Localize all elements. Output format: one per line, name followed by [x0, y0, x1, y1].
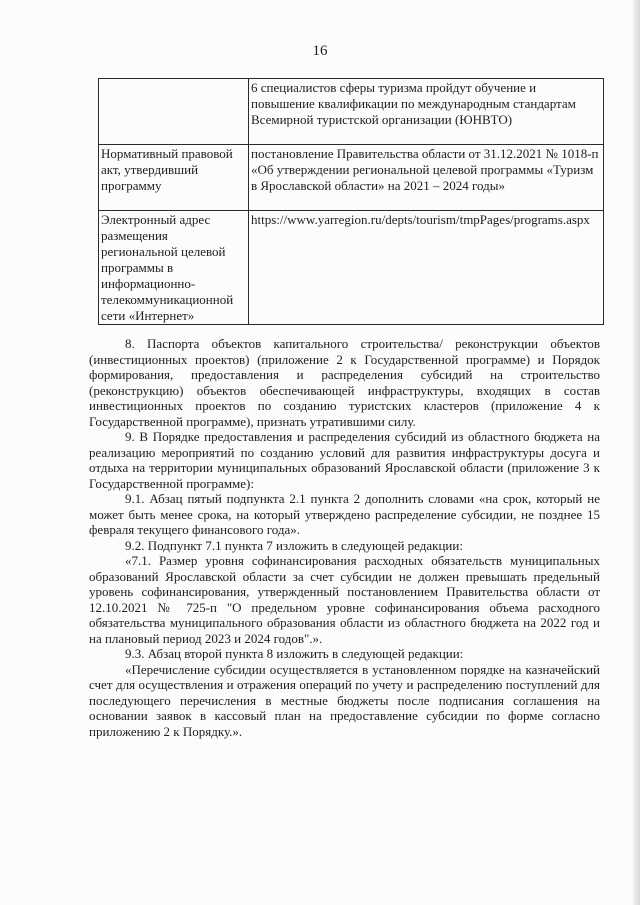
scan-edge-shadow [633, 0, 640, 905]
paragraph: 9.2. Подпункт 7.1 пункта 7 изложить в следующей редакции: [125, 537, 463, 553]
paragraph: 9.1. Абзац пятый подпункта 2.1 пункта 2 дополнить словами «на срок, который не может быть менее срока, на который утверждено распределение субсидии, не позднее 15 февраля текущего финансового года». [89, 491, 600, 537]
table-cell-value: https://www.yarregion.ru/depts/tourism/tmpPages/programs.aspx [249, 211, 604, 325]
paragraph: «7.1. Размер уровня софинансирования расходных обязательств муниципальных образований Ярославской области за счет субсидии не должен превышать предельный уровень софинансирования, утвержденный постановлением Правительства области от 12.10.2021 № 725-п "О предельном уровне софинансирования объема расходного обязательства муниципального образования области из областного бюджета на 2022 год и на плановый период 2023 и 2024 годов".». [89, 553, 600, 646]
table-row [99, 145, 604, 211]
paragraph: 9. В Порядке предоставления и распределения субсидий из областного бюджета на реализацию мероприятий по созданию условий для развития инфраструктуры досуга и отдыха на территории муниципальных образований Ярославской области (приложение 3 к Государственной программе): [89, 429, 600, 491]
page-number: 16 [312, 43, 328, 59]
table-cell-label: Нормативный правовой акт, утвердивший программу [99, 145, 249, 211]
paragraph: 8. Паспорта объектов капитального строительства/ реконструкции объектов (инвестиционных проектов) (приложение 2 к Государственной программе) и Порядок формирования, предоставления и распределения субсидий на строительство (реконструкцию) объектов обеспечивающей инфраструктуры, входящих в состав инвестиционных проектов по созданию туристских кластеров (приложение 4 к Государственной программе), признать утратившими силу. [89, 336, 600, 429]
table-cell-value: 6 специалистов сферы туризма пройдут обучение и повышение квалификации по международным стандартам Всемирной туристской организации (ЮНВТО) [249, 79, 604, 145]
paragraph: «Перечисление субсидии осуществляется в установленном порядке на казначейский счет для осуществления и отражения операций по учету и распределению поступлений для последующего перечисления в местные бюджеты после подписания соглашения на основании заявок в кассовый план на предоставление субсидии по форме согласно приложению 2 к Порядку.». [89, 661, 600, 739]
table-cell-label: Электронный адрес размещения региональной целевой программы в информационно-телекоммуникационной сети «Интернет» [99, 211, 249, 325]
program-passport-table [98, 78, 604, 325]
table-row [99, 79, 604, 145]
table-cell-label [99, 79, 249, 145]
table-cell-value: постановление Правительства области от 31.12.2021 № 1018-п «Об утверждении региональной целевой программы «Туризм в Ярославской области» на 2021 – 2024 годы» [249, 145, 604, 211]
document-body [89, 336, 600, 739]
table-row [99, 211, 604, 325]
paragraph: 9.3. Абзац второй пункта 8 изложить в следующей редакции: [125, 646, 464, 661]
